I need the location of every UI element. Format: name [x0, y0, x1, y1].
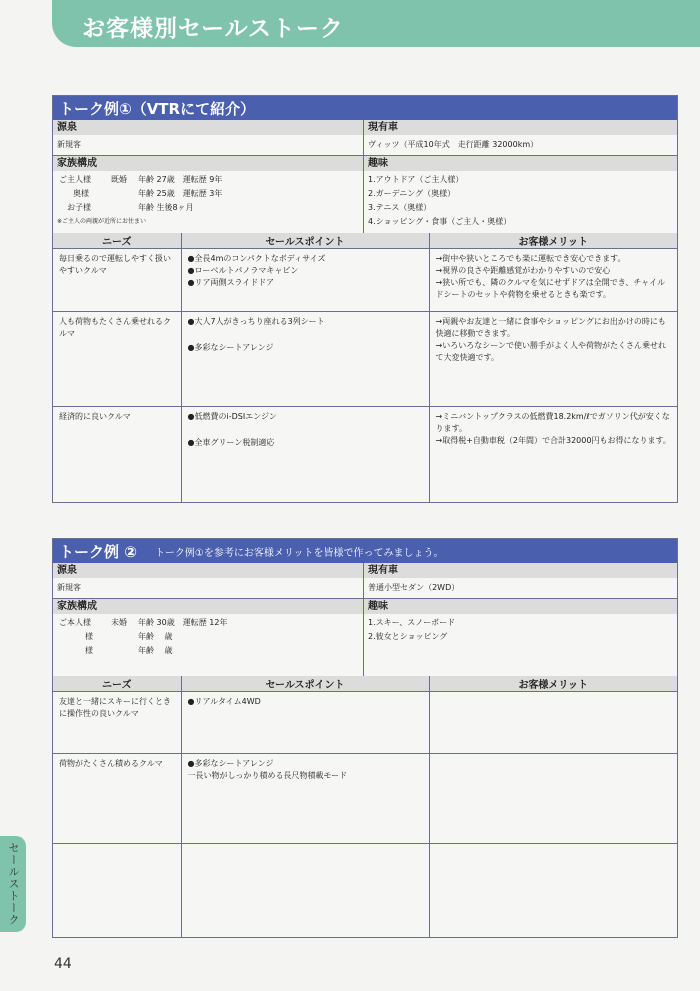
- talk1-title: トーク例①（VTRにて紹介）: [59, 99, 256, 118]
- sales-point-cell: [181, 844, 429, 937]
- benefit-cell[interactable]: [429, 844, 677, 937]
- family-row: 奥様 年齢 25歳 運転歴 3年: [73, 189, 223, 198]
- sales-point: ●多彩なシートアレンジ: [187, 343, 274, 352]
- family-row: お子様 年齢 生後8ヶ月: [67, 203, 194, 212]
- hobby-item: 3.テニス（奥様）: [368, 203, 432, 212]
- benefit: →ミニバントップクラスの低燃費18.2km/ℓでガソリン代が安くなります。: [435, 412, 670, 433]
- need-cell: 毎日乗るので運転しやすく扱いやすいクルマ: [53, 249, 181, 312]
- sales-point: ●ローベルトパノラマキャビン: [187, 266, 299, 275]
- talk2-source: 新規客: [57, 583, 81, 592]
- sales-point: ●全長4mのコンパクトなボディサイズ: [187, 254, 326, 263]
- table-row: [53, 249, 677, 312]
- talk-example-1: [52, 95, 678, 503]
- talk2-title: トーク例 ②: [59, 542, 137, 561]
- hobby-label: 趣味: [364, 155, 677, 171]
- need-cell: 経済的に良いクルマ: [53, 407, 181, 502]
- hobby-item: 2.彼女とショッピング: [368, 632, 448, 641]
- need-cell: 荷物がたくさん積めるクルマ: [53, 754, 181, 844]
- sales-point: ●多彩なシートアレンジ: [187, 759, 274, 768]
- hobby-item: 2.ガーデニング（奥様）: [368, 189, 456, 198]
- table-row: [53, 844, 677, 937]
- table-row: [53, 312, 677, 407]
- sales-point: ●リアルタイム4WD: [187, 697, 261, 706]
- table-row: [53, 754, 677, 844]
- needs-header: ニーズ: [53, 233, 181, 249]
- family-row: ご本人様 未婚 年齢 30歳 運転歴 12年: [59, 618, 228, 627]
- family-row: 様 年齢 歳: [85, 632, 173, 641]
- need-cell: 友達と一緒にスキーに行くときに操作性の良いクルマ: [53, 692, 181, 754]
- current-car-label: 現有車: [364, 120, 677, 135]
- benefit: →いろいろなシーンで使い勝手がよく人や荷物がたくさん乗せれて大変快適です。: [435, 341, 667, 362]
- sales-points-header: セールスポイント: [181, 233, 429, 249]
- talk1-table: [53, 233, 677, 502]
- benefits-header: お客様メリット: [429, 676, 677, 692]
- benefits-header: お客様メリット: [429, 233, 677, 249]
- source-label: 源泉: [53, 120, 363, 135]
- hobby-item: 1.アウトドア（ご主人様）: [368, 175, 464, 184]
- side-tab: [0, 836, 26, 932]
- benefit: →狭い所でも、隣のクルマを気にせずドアは全開でき、チャイルドシートのセットや荷物を乗せるときも楽です。: [435, 278, 666, 299]
- family-row: 様 年齢 歳: [85, 646, 173, 655]
- talk1-source: 新規客: [57, 140, 81, 149]
- talk2-table: [53, 676, 677, 937]
- page-title: お客様別セールストーク: [82, 16, 344, 42]
- page-number: 44: [54, 956, 72, 972]
- sales-point: 一長い物がしっかり積める長尺物積載モード: [187, 771, 348, 780]
- sales-point: ●リア両側スライドドア: [187, 278, 274, 287]
- table-row: [53, 692, 677, 754]
- need-cell: [53, 844, 181, 937]
- table-row: [53, 407, 677, 502]
- source-label: 源泉: [53, 563, 363, 578]
- sales-point: ●全車グリーン税制適応: [187, 438, 275, 447]
- family-label: 家族構成: [53, 598, 363, 614]
- family-row: ご主人様 既婚 年齢 27歳 運転歴 9年: [59, 175, 223, 184]
- benefit-cell[interactable]: [429, 754, 677, 844]
- talk1-header: [53, 96, 677, 120]
- benefit-cell[interactable]: [429, 692, 677, 754]
- benefit: →両親やお友達と一緒に食事やショッピングにお出かけの時にも快適に移動できます。: [435, 317, 666, 338]
- sales-point: ●低燃費のi-DSIエンジン: [187, 412, 277, 421]
- talk2-current-car: 普通小型セダン（2WD）: [368, 583, 460, 592]
- side-tab-label: セールストーク: [7, 842, 20, 926]
- family-note: ※ご主人の両親が近所にお住まい: [57, 218, 147, 225]
- current-car-label: 現有車: [364, 563, 677, 578]
- talk2-subtitle: トーク例①を参考にお客様メリットを皆様で作ってみましょう。: [154, 547, 444, 559]
- talk-example-2: [52, 538, 678, 938]
- hobby-item: 4.ショッピング・食事（ご主人・奥様）: [368, 217, 512, 226]
- benefit: →視界の良さや距離感覚がわかりやすいので安心: [435, 266, 611, 275]
- benefit: →街中や狭いところでも楽に運転でき安心できます。: [435, 254, 626, 263]
- hobby-item: 1.スキー、スノーボード: [368, 618, 456, 627]
- hobby-label: 趣味: [364, 598, 677, 614]
- family-label: 家族構成: [53, 155, 363, 171]
- need-cell: 人も荷物もたくさん乗せれるクルマ: [53, 312, 181, 407]
- sales-point: ●大人7人がきっちり座れる3列シート: [187, 317, 325, 326]
- sales-points-header: セールスポイント: [181, 676, 429, 692]
- benefit: →取得税+自動車税（2年間）で合計32000円もお得になります。: [435, 436, 671, 445]
- talk1-current-car: ヴィッツ（平成10年式 走行距離 32000km）: [368, 140, 539, 149]
- needs-header: ニーズ: [53, 676, 181, 692]
- talk2-header: [53, 539, 677, 563]
